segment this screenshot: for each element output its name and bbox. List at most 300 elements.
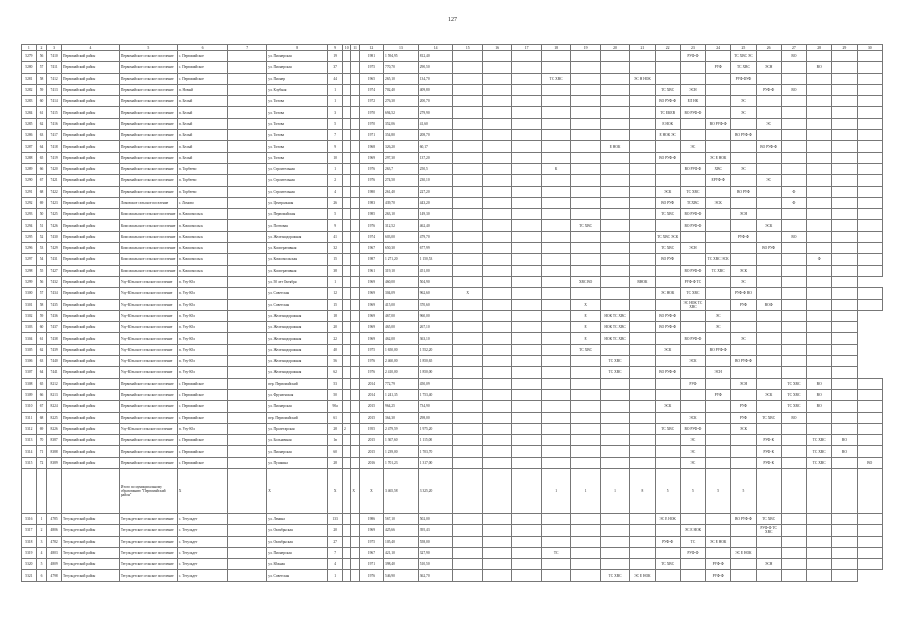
table-cell: Первомайское сельское поселение	[119, 130, 177, 141]
table-cell	[832, 62, 857, 73]
column-number: 21	[630, 45, 655, 51]
table-cell: 56	[36, 51, 47, 62]
table-cell	[706, 220, 731, 231]
table-cell	[731, 243, 756, 254]
table-cell	[482, 163, 511, 174]
table-cell	[832, 525, 857, 536]
table-cell	[571, 163, 600, 174]
table-cell: 297,30	[384, 152, 419, 163]
table-cell: ЭСК	[756, 389, 781, 400]
table-cell	[453, 468, 482, 513]
table-cell	[571, 435, 600, 446]
table-cell	[228, 570, 267, 581]
table-cell	[630, 412, 655, 423]
table-cell: НОК ТС ХВС	[600, 322, 629, 333]
column-number: 5	[119, 45, 177, 51]
table-cell: 370,60	[418, 299, 453, 310]
table-cell: 15	[328, 299, 343, 310]
table-cell	[541, 378, 570, 389]
table-cell: 5290	[22, 175, 37, 186]
table-cell: 2015	[359, 435, 383, 446]
table-cell: 70	[36, 435, 47, 446]
table-cell	[571, 536, 600, 547]
table-cell	[453, 367, 482, 378]
table-cell: 5	[706, 468, 731, 513]
table-cell	[630, 51, 655, 62]
table-cell: ул. Титова	[267, 118, 328, 129]
table-cell: Улу-Юльское сельское поселение	[119, 288, 177, 299]
table-cell: Комсомольское сельское поселение	[119, 265, 177, 276]
table-cell: 395,43	[418, 525, 453, 536]
table-cell	[832, 51, 857, 62]
table-cell	[512, 536, 541, 547]
table-cell	[482, 559, 511, 570]
table-row	[22, 265, 883, 276]
table-row	[22, 141, 883, 152]
column-number: 12	[359, 45, 383, 51]
table-cell: с. Первомайское	[177, 435, 228, 446]
table-cell: ТС ХВС	[807, 457, 832, 468]
table-cell	[351, 356, 359, 367]
table-cell	[482, 423, 511, 434]
table-cell: ул. Южная	[267, 559, 328, 570]
table-cell: ВО	[781, 84, 806, 95]
table-cell: ТС ХВС	[655, 423, 680, 434]
table-cell: 7435	[47, 299, 62, 310]
table-cell	[857, 299, 882, 310]
table-cell: 462,00	[384, 333, 419, 344]
table-cell	[512, 141, 541, 152]
table-cell: п. Улу-Юл	[177, 310, 228, 321]
table-cell	[482, 525, 511, 536]
table-cell	[807, 468, 832, 513]
table-cell	[706, 378, 731, 389]
table-cell	[600, 243, 629, 254]
table-cell	[832, 356, 857, 367]
table-cell: ЭС НОК	[655, 288, 680, 299]
table-cell: 59	[36, 84, 47, 95]
table-cell: 1974	[359, 84, 383, 95]
table-cell: ЭСН	[731, 378, 756, 389]
table-cell: 57	[36, 62, 47, 73]
table-cell: 5283	[22, 96, 37, 107]
table-cell	[512, 186, 541, 197]
table-cell: 1975	[359, 344, 383, 355]
table-cell: 4	[328, 186, 343, 197]
table-cell: 398,40	[384, 559, 419, 570]
table-cell	[781, 446, 806, 457]
table-row	[22, 333, 883, 344]
table-cell	[453, 231, 482, 242]
table-cell	[228, 435, 267, 446]
table-cell: ВО РУФ-Ф	[655, 322, 680, 333]
table-cell	[781, 547, 806, 558]
table-cell: РУФ-Ф	[680, 547, 705, 558]
table-cell: ЭС	[731, 276, 756, 287]
table-cell: ВО РУФ-Ф	[680, 333, 705, 344]
table-cell	[655, 412, 680, 423]
table-cell: ВО РУФ	[756, 243, 781, 254]
table-cell	[655, 389, 680, 400]
table-cell	[343, 197, 351, 208]
table-cell	[857, 84, 882, 95]
table-cell	[351, 152, 359, 163]
table-cell	[706, 130, 731, 141]
table-cell	[571, 107, 600, 118]
table-cell	[571, 51, 600, 62]
table-cell	[781, 423, 806, 434]
table-cell: ЭСН	[756, 62, 781, 73]
table-row	[22, 51, 883, 62]
table-row	[22, 96, 883, 107]
table-cell: 8224	[47, 401, 62, 412]
table-cell	[781, 435, 806, 446]
table-cell: Первомайский район	[61, 389, 119, 400]
column-number: 29	[832, 45, 857, 51]
table-cell: п. Торбеево	[177, 163, 228, 174]
table-cell: 7410	[47, 51, 62, 62]
table-cell: 60	[328, 446, 343, 457]
table-cell	[343, 130, 351, 141]
table-cell	[832, 186, 857, 197]
table-cell: Е	[571, 333, 600, 344]
table-cell	[482, 276, 511, 287]
table-cell: 37	[328, 62, 343, 73]
table-cell	[630, 254, 655, 265]
table-cell: 1 650,00	[384, 344, 419, 355]
table-cell: 460,00	[384, 276, 419, 287]
table-cell	[541, 107, 570, 118]
table-cell: ЭСК	[680, 356, 705, 367]
table-cell: ТС ХВС	[600, 570, 629, 581]
table-cell	[832, 118, 857, 129]
table-cell	[630, 130, 655, 141]
table-cell	[453, 570, 482, 581]
table-cell: п. Улу-Юл	[177, 288, 228, 299]
table-cell	[857, 231, 882, 242]
table-cell	[857, 378, 882, 389]
table-cell: 5279	[22, 51, 37, 62]
table-row	[22, 107, 883, 118]
table-cell: Первомайский район	[61, 62, 119, 73]
table-cell	[482, 141, 511, 152]
table-cell: ТС ХВС ЭСК	[706, 254, 731, 265]
table-cell: ул. Титова	[267, 130, 328, 141]
table-cell	[228, 401, 267, 412]
table-cell: 1976	[359, 220, 383, 231]
table-cell	[630, 536, 655, 547]
table-cell	[857, 513, 882, 524]
table-cell	[571, 130, 600, 141]
table-cell: ЭС	[756, 175, 781, 186]
table-cell	[343, 62, 351, 73]
column-number: 3	[47, 45, 62, 51]
table-cell: 68	[36, 412, 47, 423]
table-cell: 1 115,00	[418, 435, 453, 446]
table-cell	[630, 344, 655, 355]
table-cell: Первомайский район	[61, 231, 119, 242]
table-cell	[832, 265, 857, 276]
table-cell: 5	[731, 468, 756, 513]
table-cell	[343, 344, 351, 355]
table-cell: 5310	[22, 401, 37, 412]
table-cell	[832, 547, 857, 558]
table-cell: 1961	[359, 265, 383, 276]
table-cell	[731, 152, 756, 163]
table-cell: ТСХВС	[680, 197, 705, 208]
table-cell: ВО	[807, 389, 832, 400]
table-cell: ул. Пионерская	[267, 547, 328, 558]
table-cell: 65	[36, 152, 47, 163]
table-cell: с. Тегульдет	[177, 525, 228, 536]
table-cell: Первомайский район	[61, 356, 119, 367]
table-cell	[343, 468, 351, 513]
table-cell	[351, 570, 359, 581]
table-cell: 467,00	[384, 310, 419, 321]
table-cell	[731, 175, 756, 186]
table-cell: 326,20	[384, 141, 419, 152]
table-cell	[857, 175, 882, 186]
table-cell: РУФ-К	[756, 446, 781, 457]
table-cell: ВО	[832, 435, 857, 446]
table-cell	[807, 547, 832, 558]
table-cell: ЭСН	[731, 209, 756, 220]
table-cell: 462,40	[418, 220, 453, 231]
table-cell: 7426	[47, 220, 62, 231]
table-cell: ЭС Е НОК	[706, 152, 731, 163]
table-cell	[351, 513, 359, 524]
table-cell	[832, 96, 857, 107]
table-cell	[680, 118, 705, 129]
table-cell	[807, 96, 832, 107]
table-cell	[512, 276, 541, 287]
table-cell	[781, 62, 806, 73]
table-cell	[807, 118, 832, 129]
table-cell	[630, 435, 655, 446]
table-cell	[453, 73, 482, 84]
table-cell	[731, 344, 756, 355]
table-cell: ул. Строительная	[267, 186, 328, 197]
table-cell	[512, 130, 541, 141]
table-cell: с. Первомайское	[177, 446, 228, 457]
column-number: 26	[756, 45, 781, 51]
table-cell	[482, 130, 511, 141]
table-cell: 7420	[47, 163, 62, 174]
table-cell	[512, 333, 541, 344]
table-cell: 18	[328, 310, 343, 321]
table-cell	[351, 299, 359, 310]
table-cell	[482, 220, 511, 231]
table-cell: 7413	[47, 84, 62, 95]
table-cell	[781, 130, 806, 141]
table-cell: 1969	[359, 152, 383, 163]
table-cell: ул. Комсомольская	[267, 254, 328, 265]
table-cell: 425,66	[384, 525, 419, 536]
table-cell: 1 850,00	[418, 367, 453, 378]
table-cell	[228, 73, 267, 84]
table-cell	[807, 367, 832, 378]
table-cell: 7423	[47, 197, 62, 208]
table-cell	[600, 84, 629, 95]
table-cell	[600, 401, 629, 412]
table-cell	[343, 288, 351, 299]
table-cell	[228, 378, 267, 389]
table-cell: 38	[328, 265, 343, 276]
table-cell: Первомайский район	[61, 51, 119, 62]
table-cell: 68	[36, 186, 47, 197]
table-cell	[571, 73, 600, 84]
table-cell: 7418	[47, 141, 62, 152]
table-cell	[731, 525, 756, 536]
table-cell: 64	[36, 367, 47, 378]
table-cell: 7	[328, 130, 343, 141]
table-cell	[343, 536, 351, 547]
table-cell: Первомайский район	[61, 197, 119, 208]
table-row	[22, 163, 883, 174]
table-cell	[453, 389, 482, 400]
table-cell: ТС	[680, 536, 705, 547]
table-cell	[857, 401, 882, 412]
table-row	[22, 468, 883, 513]
table-cell: ВО РУФ-Ф	[731, 356, 756, 367]
table-cell: 1986	[359, 513, 383, 524]
table-cell	[351, 175, 359, 186]
table-cell	[781, 288, 806, 299]
table-cell	[630, 356, 655, 367]
table-cell	[541, 243, 570, 254]
table-cell	[832, 536, 857, 547]
column-number: 22	[655, 45, 680, 51]
table-cell	[731, 254, 756, 265]
table-cell	[482, 209, 511, 220]
table-cell	[228, 62, 267, 73]
table-cell	[351, 536, 359, 547]
table-cell: 7427	[47, 265, 62, 276]
table-cell: 54	[36, 254, 47, 265]
table-cell	[541, 118, 570, 129]
table-cell: ЭС Е НОК	[706, 536, 731, 547]
table-cell	[807, 344, 832, 355]
table-row	[22, 254, 883, 265]
table-cell: 1 701,23	[384, 457, 419, 468]
table-cell	[781, 118, 806, 129]
table-cell	[706, 186, 731, 197]
table-cell	[832, 299, 857, 310]
table-cell: Первомайское сельское поселение	[119, 457, 177, 468]
table-cell: 63	[36, 356, 47, 367]
table-cell	[680, 254, 705, 265]
table-cell	[600, 175, 629, 186]
table-cell	[706, 356, 731, 367]
table-cell: ВО РУФ-Ф	[655, 152, 680, 163]
table-cell	[630, 118, 655, 129]
table-cell	[857, 389, 882, 400]
table-cell: Е НОК ЭС	[655, 130, 680, 141]
table-cell	[482, 186, 511, 197]
table-cell	[351, 265, 359, 276]
table-cell	[482, 197, 511, 208]
table-row	[22, 412, 883, 423]
table-cell	[541, 570, 570, 581]
table-cell: 734,90	[418, 401, 453, 412]
table-cell: Улу-Юльское сельское поселение	[119, 367, 177, 378]
table-cell	[453, 322, 482, 333]
table-cell: 267,10	[418, 322, 453, 333]
table-cell	[482, 356, 511, 367]
table-cell	[571, 186, 600, 197]
table-cell	[541, 254, 570, 265]
table-cell: ТС ЕКЕВ	[655, 107, 680, 118]
table-cell	[512, 401, 541, 412]
table-cell	[832, 288, 857, 299]
table-cell	[351, 389, 359, 400]
table-cell: 1965	[359, 73, 383, 84]
table-cell	[541, 231, 570, 242]
table-cell: п. Улу-Юл	[177, 322, 228, 333]
table-cell: 1975	[359, 62, 383, 73]
table-cell	[807, 265, 832, 276]
table-cell: ул. Титова	[267, 96, 328, 107]
table-cell: Первомайский район	[61, 378, 119, 389]
table-cell: Первомайский район	[61, 412, 119, 423]
table-cell: Первомайский район	[61, 243, 119, 254]
table-cell	[482, 175, 511, 186]
table-cell: 354,80	[384, 130, 419, 141]
table-cell	[655, 276, 680, 287]
table-cell	[541, 559, 570, 570]
table-cell	[228, 299, 267, 310]
table-cell: ВО РУФ-Ф	[680, 107, 705, 118]
table-cell: 59	[36, 310, 47, 321]
table-cell: 4	[36, 547, 47, 558]
table-cell	[482, 322, 511, 333]
table-cell: ВО РУФ-Ф	[731, 130, 756, 141]
table-cell: ВНОК	[630, 276, 655, 287]
table-cell	[756, 73, 781, 84]
table-cell: 450,09	[418, 378, 453, 389]
table-cell	[228, 220, 267, 231]
table-cell: 5295	[22, 231, 37, 242]
table-cell	[571, 525, 600, 536]
table-cell	[571, 96, 600, 107]
table-cell	[807, 84, 832, 95]
table-cell	[756, 401, 781, 412]
table-cell: Комсомольское сельское поселение	[119, 209, 177, 220]
table-cell: 5284	[22, 107, 37, 118]
table-cell	[482, 51, 511, 62]
table-cell: 28	[328, 457, 343, 468]
table-cell: Первомайский район	[61, 333, 119, 344]
table-cell: 1976	[359, 175, 383, 186]
table-cell	[731, 559, 756, 570]
table-cell	[343, 389, 351, 400]
table-cell: 2 479,59	[384, 423, 419, 434]
table-cell	[541, 299, 570, 310]
table-cell: 2015	[359, 446, 383, 457]
table-cell	[453, 118, 482, 129]
table-cell: ул. Железнодорожная	[267, 310, 328, 321]
table-cell	[512, 559, 541, 570]
table-cell	[680, 367, 705, 378]
table-cell	[781, 322, 806, 333]
table-cell: Ф	[781, 197, 806, 208]
table-cell	[655, 525, 680, 536]
table-cell: 61	[36, 107, 47, 118]
table-cell	[571, 62, 600, 73]
table-cell: РУФ-Ф	[731, 231, 756, 242]
table-cell	[482, 265, 511, 276]
table-cell	[731, 536, 756, 547]
